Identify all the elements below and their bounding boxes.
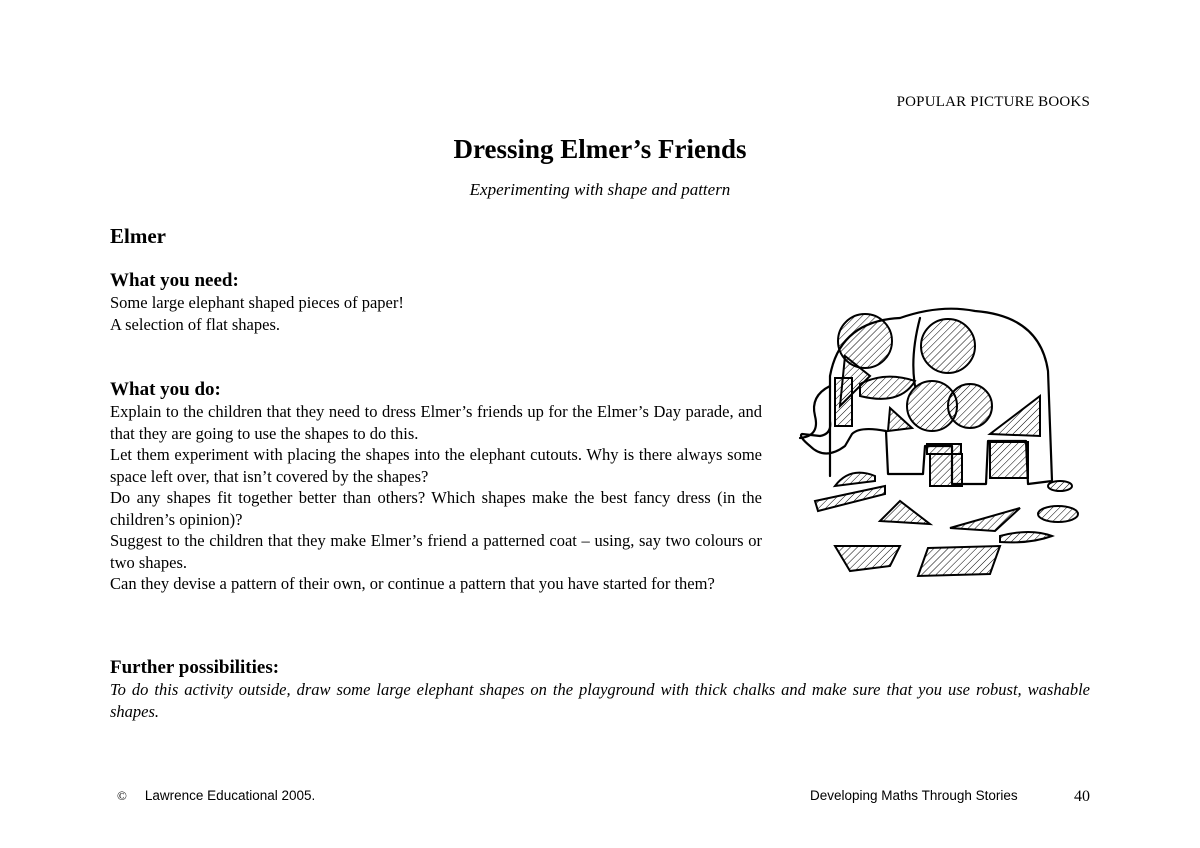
further-possibilities-section <box>110 657 1090 722</box>
what-you-do-heading: What you do: <box>110 379 221 400</box>
section-heading: Elmer <box>110 224 166 248</box>
page-subtitle: Experimenting with shape and pattern <box>469 180 731 199</box>
page-number: 40 <box>1074 788 1090 805</box>
what-you-need-section <box>110 270 770 335</box>
do-paragraph: Can they devise a pattern of their own, or continue a pattern that you have started for them? <box>110 574 715 593</box>
running-header: POPULAR PICTURE BOOKS <box>896 94 1090 110</box>
do-paragraph: Suggest to the children that they make Elmer’s friend a patterned coat – using, say two colours or two shapes. <box>110 531 762 572</box>
further-text: To do this activity outside, draw some large elephant shapes on the playground with thick chalks and make sure that you use robust, washable shapes. <box>110 680 1090 721</box>
need-line: A selection of flat shapes. <box>110 314 280 334</box>
footer-book-title: Developing Maths Through Stories <box>810 788 1018 803</box>
copyright-symbol: © <box>117 788 127 803</box>
do-paragraph: Let them experiment with placing the shapes into the elephant cutouts. Why is there always some space left over, that isn’t covered by the shapes? <box>110 445 762 486</box>
elephant-with-shapes-drawing-icon <box>790 296 1090 596</box>
what-you-need-heading: What you need: <box>110 270 239 291</box>
page-title: Dressing Elmer’s Friends <box>453 134 747 164</box>
need-line: Some large elephant shaped pieces of paper! <box>110 293 404 312</box>
do-paragraph: Explain to the children that they need to dress Elmer’s friends up for the Elmer’s Day parade, and that they are going to use the shapes to do this. <box>110 402 762 443</box>
further-heading: Further possibilities: <box>110 657 280 678</box>
do-paragraph: Do any shapes fit together better than others? Which shapes make the best fancy dress (in the children’s opinion)? <box>110 488 762 529</box>
what-you-do-section <box>110 379 762 595</box>
footer-copyright <box>117 788 315 804</box>
footer-publisher: Lawrence Educational 2005. <box>144 788 316 803</box>
